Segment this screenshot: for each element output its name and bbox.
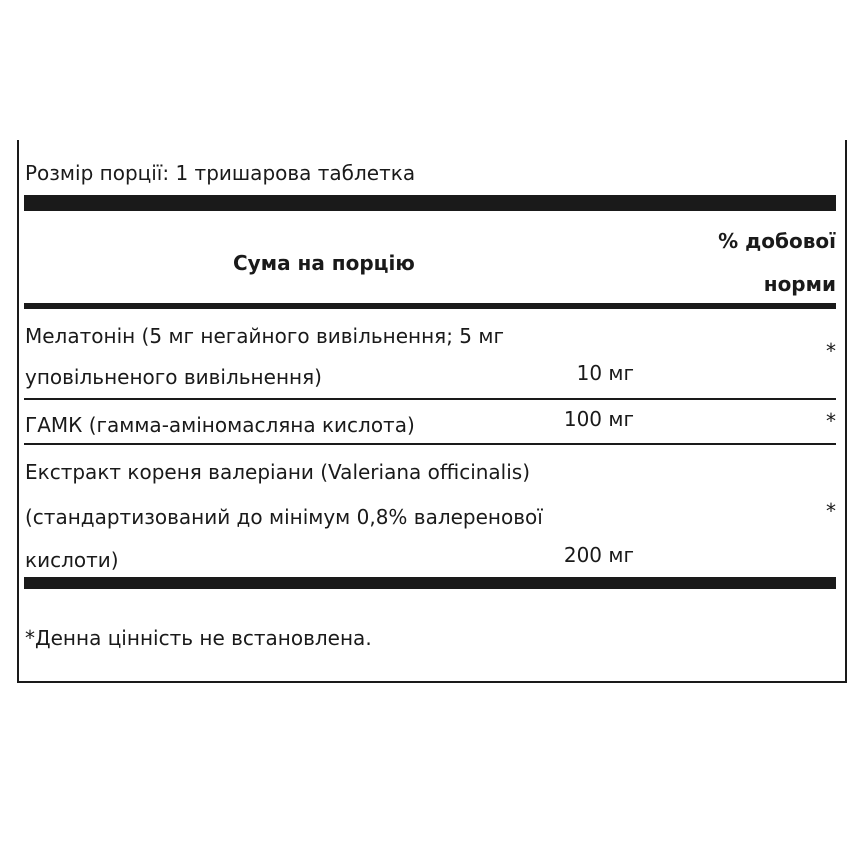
ingredient-amount-valerian: 200 мг <box>563 543 634 567</box>
row-divider <box>24 443 836 445</box>
daily-value-header-line2: норми <box>763 272 836 296</box>
ingredient-name-melatonin-line2: уповільненого вивільнення) <box>25 365 322 389</box>
amount-per-serving-header: Сума на порцію <box>233 251 415 275</box>
ingredient-amount-melatonin: 10 мг <box>576 361 634 385</box>
ingredient-name-valerian-line1: Екстракт кореня валеріани (Valeriana officinalis) <box>25 460 531 484</box>
ingredient-dv-melatonin: * <box>826 339 836 363</box>
footnote: *Денна цінність не встановлена. <box>25 626 372 650</box>
header-divider <box>24 303 836 309</box>
ingredient-name-valerian-line2: (стандартизований до мінімум 0,8% валеренової <box>25 505 543 529</box>
top-thick-divider <box>24 195 836 211</box>
daily-value-header-line1: % добової <box>718 229 836 253</box>
ingredient-name-gaba: ГАМК (гамма-аміномасляна кислота) <box>25 413 415 437</box>
ingredient-amount-gaba: 100 мг <box>563 407 634 431</box>
ingredient-name-valerian-line3: кислоти) <box>25 548 119 572</box>
ingredient-dv-valerian: * <box>826 499 836 523</box>
supplement-facts-panel <box>17 140 847 683</box>
ingredient-name-melatonin-line1: Мелатонін (5 мг негайного вивільнення; 5 мг <box>25 324 504 348</box>
row-divider <box>24 398 836 400</box>
serving-size: Розмір порції: 1 тришарова таблетка <box>25 161 416 185</box>
ingredient-dv-gaba: * <box>826 409 836 433</box>
bottom-thick-divider <box>24 577 836 589</box>
